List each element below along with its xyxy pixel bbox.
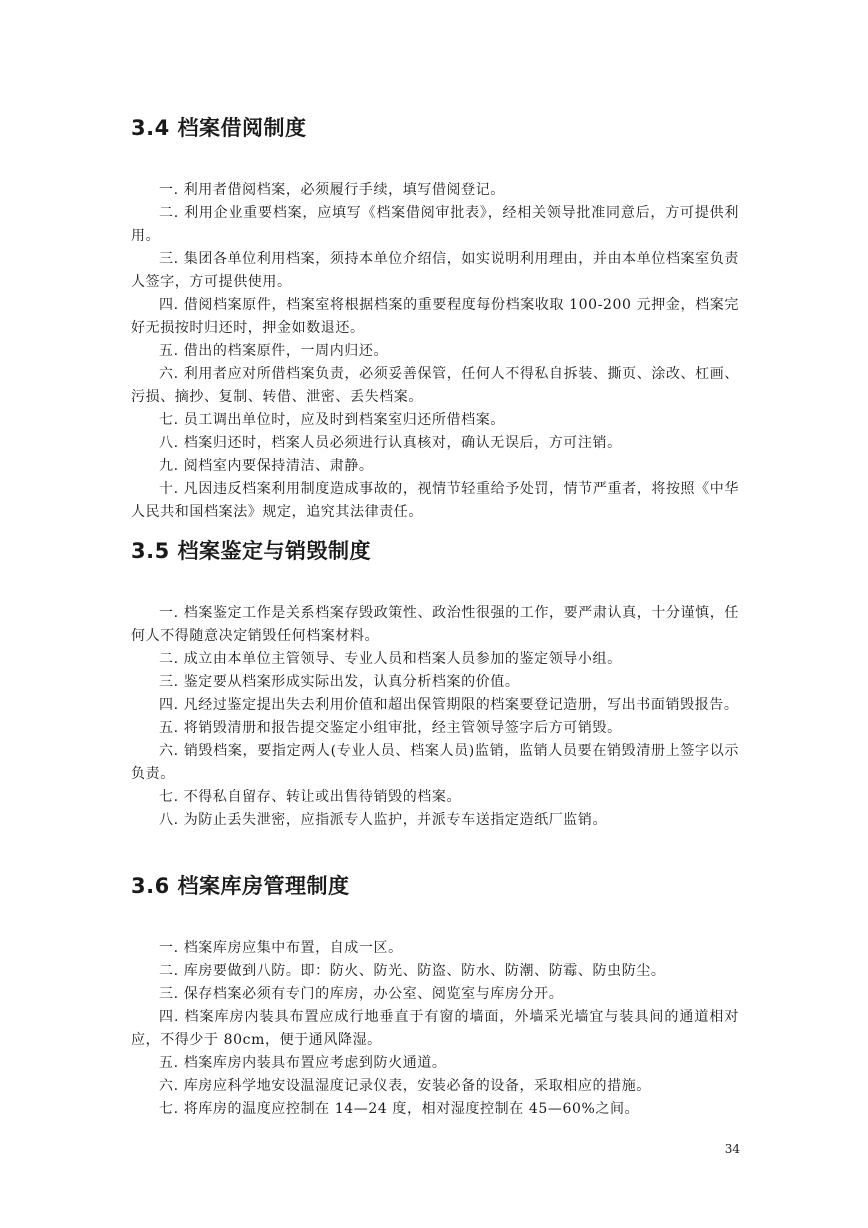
- section-heading: 3.5 档案鉴定与销毁制度: [131, 539, 372, 563]
- section-items: [131, 179, 739, 524]
- list-item: 一. 档案鉴定工作是关系档案存毁政策性、政治性很强的工作，要严肃认真，十分谨慎，任何人不得随意决定销毁任何档案材料。: [131, 605, 739, 644]
- list-item: 五. 档案库房内装具布置应考虑到防火通道。: [159, 1055, 447, 1071]
- list-item: 六. 销毁档案，要指定两人(专业人员、档案人员)监销，监销人员要在销毁清册上签字以示负责。: [131, 743, 739, 782]
- list-item: 一. 利用者借阅档案，必须履行手续，填写借阅登记。: [159, 182, 505, 198]
- section-items: [131, 602, 739, 832]
- list-item: 四. 凡经过鉴定提出失去利用价值和超出保管期限的档案要登记造册，写出书面销毁报告。: [159, 697, 739, 713]
- list-item: 三. 保存档案必须有专门的库房，办公室、阅览室与库房分开。: [159, 986, 564, 1002]
- list-item: 一. 档案库房应集中布置，自成一区。: [159, 940, 403, 956]
- list-item: 十. 凡因违反档案利用制度造成事故的，视情节轻重给予处罚，情节严重者，将按照《中华人民共和国档案法》规定，追究其法律责任。: [131, 481, 739, 520]
- list-item: 八. 为防止丢失泄密，应指派专人监护，并派专车送指定造纸厂监销。: [159, 812, 608, 828]
- section-archive-appraisal-destruction: [131, 536, 739, 832]
- list-item: 四. 借阅档案原件，档案室将根据档案的重要程度每份档案收取 100-200 元押金，档案完好无损按时归还时，押金如数退还。: [131, 297, 739, 336]
- list-item: 三. 鉴定要从档案形成实际出发，认真分析档案的价值。: [159, 674, 520, 690]
- list-item: 二. 成立由本单位主管领导、专业人员和档案人员参加的鉴定领导小组。: [159, 651, 622, 667]
- list-item: 五. 借出的档案原件，一周内归还。: [159, 343, 389, 359]
- section-items: [131, 937, 739, 1121]
- list-item: 六. 库房应科学地安设温湿度记录仪表，安装必备的设备，采取相应的措施。: [159, 1078, 651, 1094]
- list-item: 八. 档案归还时，档案人员必须进行认真核对，确认无误后，方可注销。: [159, 435, 622, 451]
- list-item: 九. 阅档室内要保持清洁、肃静。: [159, 458, 374, 474]
- list-item: 二. 库房要做到八防。即：防火、防光、防盗、防水、防潮、防霉、防虫防尘。: [159, 963, 666, 979]
- page-number: 34: [724, 1142, 740, 1156]
- list-item: 二. 利用企业重要档案，应填写《档案借阅审批表》，经相关领导批准同意后，方可提供利用。: [131, 205, 739, 244]
- section-heading: 3.4 档案借阅制度: [131, 116, 307, 140]
- list-item: 六. 利用者应对所借档案负责，必须妥善保管，任何人不得私自拆装、撕页、涂改、杠画、污损、摘抄、复制、转借、泄密、丢失档案。: [131, 366, 739, 405]
- list-item: 七. 员工调出单位时，应及时到档案室归还所借档案。: [159, 412, 505, 428]
- list-item: 三. 集团各单位利用档案，须持本单位介绍信，如实说明利用理由，并由本单位档案室负责人签字，方可提供使用。: [131, 251, 739, 290]
- list-item: 七. 不得私自留存、转让或出售待销毁的档案。: [159, 789, 462, 805]
- section-archive-storage-management: [131, 871, 739, 1121]
- section-heading: 3.6 档案库房管理制度: [131, 874, 350, 898]
- list-item: 四. 档案库房内装具布置应成行地垂直于有窗的墙面，外墙采光墙宜与装具间的通道相对应，不得少于 80cm，便于通风降湿。: [131, 1009, 739, 1048]
- list-item: 七. 将库房的温度应控制在 14—24 度，相对湿度控制在 45—60%之间。: [159, 1101, 640, 1117]
- section-archive-borrowing: [131, 113, 739, 524]
- list-item: 五. 将销毁清册和报告提交鉴定小组审批，经主管领导签字后方可销毁。: [159, 720, 622, 736]
